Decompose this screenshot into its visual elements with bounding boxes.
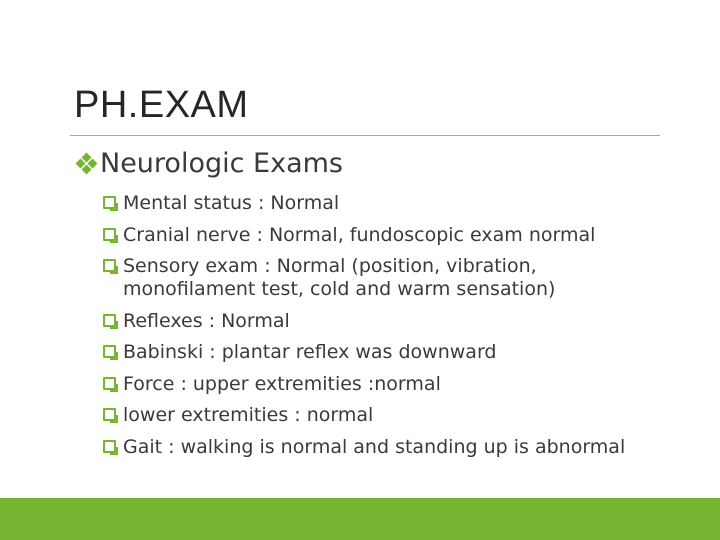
section-heading	[76, 148, 343, 179]
list-item	[103, 310, 663, 333]
list-item-text: Gait : walking is normal and standing up is abnormal	[123, 435, 626, 458]
title-divider	[70, 135, 660, 136]
checkbox-icon	[103, 408, 116, 421]
list-item-text: Cranial nerve : Normal, fundoscopic exam normal	[123, 223, 596, 246]
list-item	[103, 404, 663, 427]
checkbox-icon	[103, 345, 116, 358]
checkbox-icon	[103, 196, 116, 209]
checkbox-icon	[103, 314, 116, 327]
slide-title: PH.EXAM	[74, 84, 249, 126]
list-item	[103, 373, 663, 396]
footer-accent-bar	[0, 498, 720, 540]
list-item-text: Sensory exam : Normal (position, vibration, monofilament test, cold and warm sensation)	[123, 255, 556, 300]
list-item-text: Babinski : plantar reflex was downward	[123, 341, 497, 363]
checkbox-icon	[103, 440, 116, 453]
list-item-text: Reflexes : Normal	[123, 309, 290, 332]
list-item	[103, 341, 663, 364]
list-item-text: Mental status : Normal	[123, 192, 340, 214]
exam-list	[103, 192, 663, 467]
diamond-cluster-icon	[76, 153, 98, 175]
list-item-text: lower extremities : normal	[123, 404, 374, 426]
section-heading-text: Neurologic Exams	[100, 148, 343, 179]
checkbox-icon	[103, 377, 116, 390]
list-item	[103, 192, 663, 215]
checkbox-icon	[103, 259, 116, 272]
list-item	[103, 255, 663, 301]
checkbox-icon	[103, 228, 116, 241]
list-item-text: Force : upper extremities :normal	[123, 372, 441, 395]
list-item	[103, 224, 663, 247]
list-item	[103, 436, 663, 459]
